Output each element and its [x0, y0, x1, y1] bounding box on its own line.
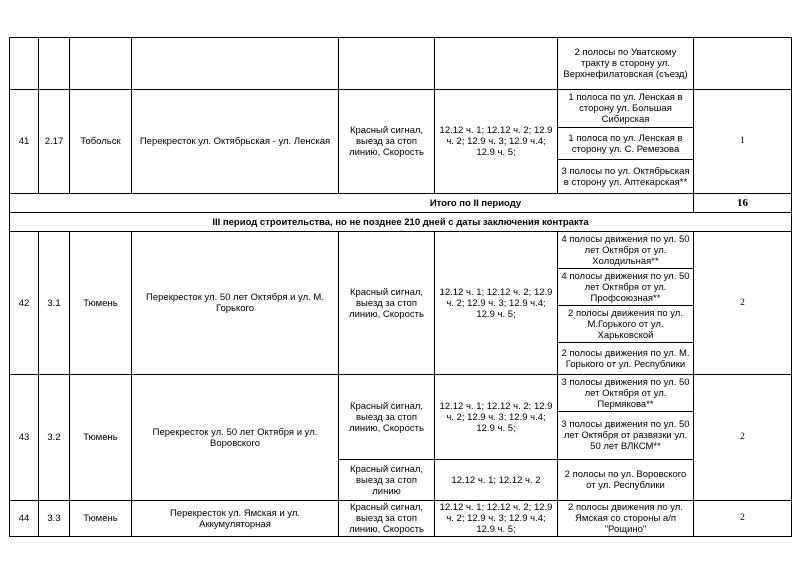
code-cell: 3.1 — [39, 232, 70, 375]
code-cell: 3.2 — [39, 375, 70, 501]
table-row — [10, 501, 792, 537]
direction-cell: 1 полоса по ул. Ленская в сторону ул. Большая Сибирская — [558, 90, 694, 128]
direction-cell: 2 полосы движения по ул. М. Горького от ул. Республики — [558, 343, 694, 375]
total-label — [10, 194, 694, 213]
city-cell: Тюмень — [70, 501, 132, 537]
articles-cell: 12.12 ч. 1; 12.12 ч. 2 — [435, 460, 558, 501]
direction-cell: 2 полосы движения по ул. Ямская со стороны а/п "Рощино" — [558, 501, 694, 537]
total-row — [10, 194, 792, 213]
articles-cell — [435, 38, 558, 90]
direction-cell: 3 полосы по ул. Октябрьская в сторону ул. Аптекарская** — [558, 160, 694, 194]
row-number-cell: 44 — [10, 501, 39, 537]
city-cell — [70, 38, 132, 90]
city-cell: Тюмень — [70, 375, 132, 501]
direction-cell: 1 полоса по ул. Ленская в сторону ул. С. Ремезова — [558, 128, 694, 160]
location-cell — [132, 38, 339, 90]
period-title: III период строительства, но не позднее 210 дней с даты заключения контракта — [10, 213, 792, 232]
location-cell: Перекресток ул. Октябрьская - ул. Ленская — [132, 90, 339, 194]
violation-cell: Красный сигнал, выезд за стоп линию, Скорость — [339, 375, 435, 460]
total-label-text: Итого по II периоду — [429, 197, 522, 209]
violation-cell: Красный сигнал, выезд за стоп линию, Скорость — [339, 501, 435, 537]
row-number-cell: 41 — [10, 90, 39, 194]
location-cell: Перекресток ул. Ямская и ул. Аккумуляторная — [132, 501, 339, 537]
count-cell: 2 — [694, 375, 792, 501]
city-cell: Тюмень — [70, 232, 132, 375]
row-number-cell: 42 — [10, 232, 39, 375]
direction-cell: 2 полосы по ул. Воровского от ул. Республики — [558, 460, 694, 501]
location-cell: Перекресток ул. 50 лет Октября и ул. М. Горького — [132, 232, 339, 375]
articles-cell: 12.12 ч. 1; 12.12 ч. 2; 12.9 ч. 2; 12.9 ч. 3; 12.9 ч.4; 12.9 ч. 5; — [435, 375, 558, 460]
violation-cell: Красный сигнал, выезд за стоп линию, Скорость — [339, 232, 435, 375]
articles-cell: 12.12 ч. 1; 12.12 ч. 2; 12.9 ч. 2; 12.9 ч. 3; 12.9 ч.4; 12.9 ч. 5; — [435, 232, 558, 375]
table-row — [10, 90, 792, 128]
direction-cell: 4 полосы движения по ул. 50 лет Октября от ул. Холодильная** — [558, 232, 694, 269]
articles-cell: 12.12 ч. 1; 12.12 ч. 2; 12.9 ч. 2; 12.9 ч. 3; 12.9 ч.4; 12.9 ч. 5; — [435, 501, 558, 537]
code-cell: 3.3 — [39, 501, 70, 537]
violation-cell: Красный сигнал, выезд за стоп линию, Скорость — [339, 90, 435, 194]
violation-cell: Красный сигнал, выезд за стоп линию — [339, 460, 435, 501]
direction-cell: 3 полосы движения по ул. 50 лет Октября от ул. Пермякова** — [558, 375, 694, 412]
table-row — [10, 38, 792, 90]
period-row — [10, 213, 792, 232]
violation-cell — [339, 38, 435, 90]
row-number-cell — [10, 38, 39, 90]
direction-cell: 4 полосы движения по ул. 50 лет Октября от ул. Профсоюзная** — [558, 269, 694, 306]
city-cell: Тобольск — [70, 90, 132, 194]
code-cell: 2.17 — [39, 90, 70, 194]
articles-cell: 12.12 ч. 1; 12.12 ч. 2; 12.9 ч. 2; 12.9 ч. 3; 12.9 ч.4; 12.9 ч. 5; — [435, 90, 558, 194]
row-number-cell: 43 — [10, 375, 39, 501]
count-cell: 2 — [694, 232, 792, 375]
table-row — [10, 232, 792, 269]
table-row — [10, 375, 792, 412]
code-cell — [39, 38, 70, 90]
count-cell: 1 — [694, 90, 792, 194]
cameras-table — [9, 37, 792, 537]
count-cell: 2 — [694, 501, 792, 537]
direction-cell: 2 полосы движения по ул. М.Горького от ул. Харьковской — [558, 306, 694, 343]
total-value: 16 — [694, 194, 792, 213]
direction-cell: 3 полосы движения по ул. 50 лет Октября от развязки ул. 50 лет ВЛКСМ** — [558, 412, 694, 460]
count-cell — [694, 38, 792, 90]
location-cell: Перекресток ул. 50 лет Октября и ул. Воровского — [132, 375, 339, 501]
direction-cell: 2 полосы по Уватскому тракту в сторону ул. Верхнефилатовская (съезд) — [558, 38, 694, 90]
